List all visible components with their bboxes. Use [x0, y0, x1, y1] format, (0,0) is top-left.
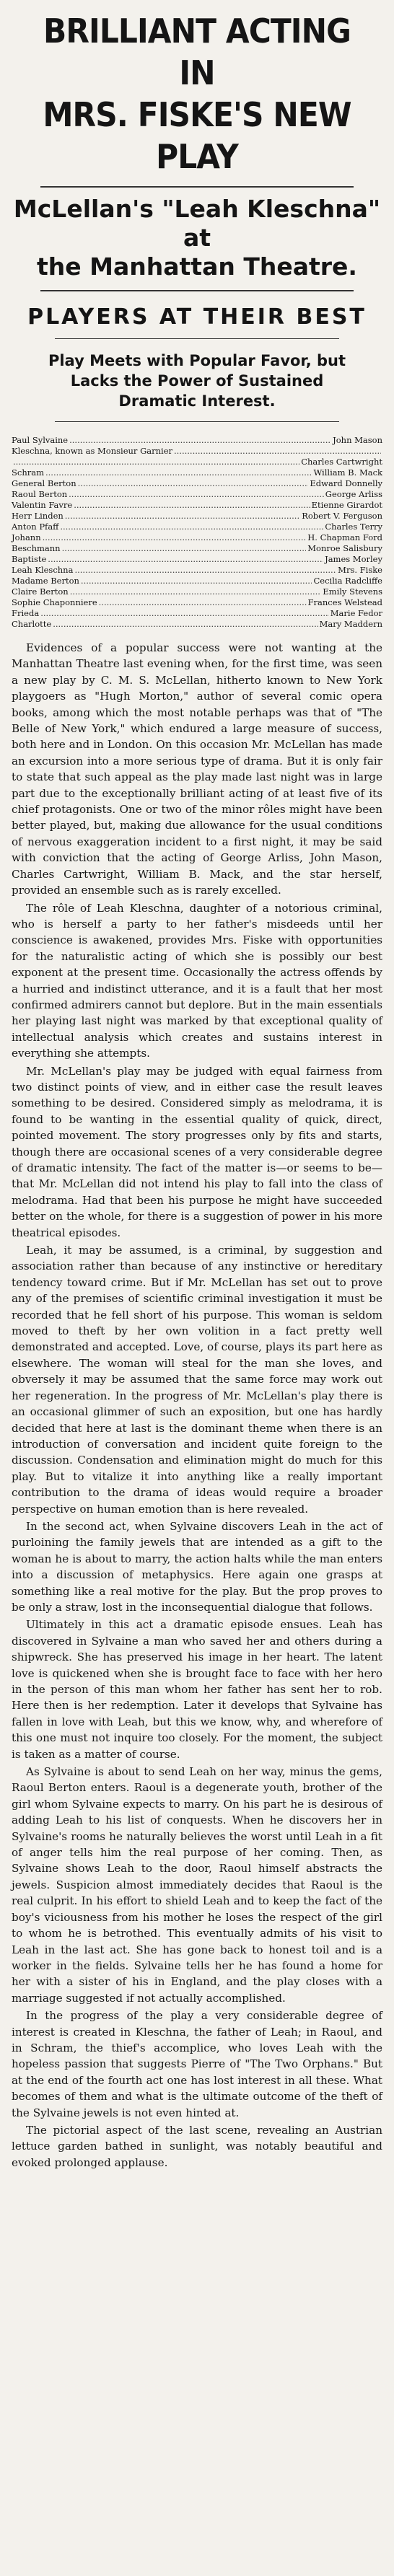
- cast-role: Sophie Chaponniere: [12, 597, 97, 607]
- cast-row: [12, 500, 382, 511]
- leader-dots: [78, 478, 309, 489]
- cast-role: General Berton: [12, 478, 76, 488]
- article-paragraph: Ultimately in this act a dramatic episode ensues. Leah has discovered in Sylvaine a man who saved her and others during a shipwreck. She has preserved his image in her heart. The latent love is quickened when she is brought face to face with her hero in the person of this man whom her father has sent her to rob. Here then is her redemption. Later it develops that Sylvaine has fallen in love with Leah, but this we know, why, and wherefore of this one must not inquire too closely. For the moment, the subject is taken as a matter of course.: [12, 1618, 382, 1761]
- subheadline: [12, 195, 382, 281]
- cast-role: Raoul Berton: [12, 489, 68, 499]
- leader-dots: [65, 511, 300, 522]
- article-paragraph: As Sylvaine is about to send Leah on her way, minus the gems, Raoul Berton enters. Raoul is a degenerate youth, brother of the girl whom Sylvaine expects to marry. On his part he is desirous of adding Leah to his list of conquests. When he discovers her in Sylvaine's rooms he naturally believes the worst until Leah in a fit of anger tells him the real purpose of her coming. Then, as Sylvaine shows Leah to the door, Raoul himself abstracts the jewels. Suspicion almost immediately decides that Raoul is the real culprit. In his effort to shield Leah and to keep the fact of the boy's viciousness from his mother he loses the respect of the girl to whom he is betrothed. This eventually admits of his visit to Leah in the last act. She has gone back to honest toil and is a worker in the fields. Sylvaine tells her he has found a home for her with a sister of his in England, and the play closes with a marriage suggested if not actually accomplished.: [12, 1765, 382, 2005]
- cast-actor: Etienne Girardot: [311, 500, 382, 510]
- cast-actor: Robert V. Ferguson: [302, 511, 382, 521]
- cast-row: [12, 511, 382, 522]
- leader-dots: [174, 446, 381, 457]
- leader-dots: [81, 576, 312, 586]
- deck-summary-line-2: Lacks the Power of Sustained: [70, 372, 324, 390]
- subheadline-line-2: the Manhattan Theatre.: [37, 252, 357, 281]
- cast-row: [12, 565, 382, 576]
- cast-actor: John Mason: [333, 435, 382, 445]
- cast-row: [12, 522, 382, 532]
- cast-actor: George Arliss: [325, 489, 382, 499]
- cast-role: Johann: [12, 532, 41, 542]
- cast-row: [12, 597, 382, 608]
- headline-line-2: MRS. FISKE'S NEW PLAY: [43, 95, 351, 176]
- cast-actor: Charles Cartwright: [301, 457, 382, 467]
- article-paragraph: Leah, it may be assumed, is a criminal, by suggestion and association rather than because of any instinctive or hereditary tendency toward crime. But if Mr. McLellan has set out to prove any of the premises of scientific criminal investigation it must be recorded that he fell short of his purpose. This woman is seldom moved to theft by her own volition in a fact pretty well demonstrated and accepted. Love, of course, plays its part here as elsewhere. The woman will steal for the man she loves, and obversely it may be assumed that the same force may work out her regeneration. In the progress of Mr. McLellan's play there is an occasional glimmer of such an exposition, but one has hardly decided that here at last is the dominant theme when there is an introduction of conversation and incident quite foreign to the discussion. Condensation and elimination might do much for this play. But to vitalize it into anything like a really important contribution to the drama of ideas would require a broader perspective on human emotion than is here revealed.: [12, 1244, 382, 1516]
- cast-actor: William B. Mack: [313, 467, 382, 478]
- cast-role: Herr Linden: [12, 511, 64, 521]
- leader-dots: [70, 586, 322, 597]
- cast-role: Baptiste: [12, 554, 47, 564]
- cast-row: [12, 467, 382, 478]
- cast-actor: James Morley: [325, 554, 382, 564]
- leader-dots: [48, 554, 323, 565]
- cast-row: [12, 586, 382, 597]
- cast-actor: Monroe Salisbury: [307, 543, 382, 553]
- leader-dots: [45, 467, 312, 478]
- cast-role: Beschmann: [12, 543, 61, 553]
- cast-list: [12, 435, 382, 630]
- leader-dots: [13, 457, 299, 467]
- cast-row: [12, 478, 382, 489]
- cast-role: Kleschna, known as Monsieur Garnier: [12, 446, 172, 456]
- cast-role: Valentin Favre: [12, 500, 73, 510]
- deck-summary: [26, 351, 368, 411]
- leader-dots: [53, 619, 318, 630]
- cast-role: Paul Sylvaine: [12, 435, 69, 445]
- cast-role: Madame Berton: [12, 576, 79, 586]
- deck-summary-line-1: Play Meets with Popular Favor, but: [48, 352, 346, 369]
- leader-dots: [74, 500, 310, 511]
- headline: [27, 10, 368, 177]
- leader-dots: [69, 435, 331, 446]
- article-paragraph: In the second act, when Sylvaine discovers Leah in the act of purloining the family jewels that are intended as a gift to the woman he is about to marry, the action halts while the man enters into a discussion of metaphysics. Here again one grasps at something like a real motive for the play. But the prop proves to be only a straw, lost in the inconsequential dialogue that follows.: [12, 1519, 382, 1614]
- cast-row: [12, 608, 382, 619]
- subheadline-line-1: McLellan's "Leah Kleschna" at: [13, 195, 381, 252]
- leader-dots: [40, 608, 329, 619]
- cast-role: Schram: [12, 467, 44, 478]
- leader-dots: [69, 489, 324, 500]
- leader-dots: [60, 522, 323, 532]
- cast-row: [12, 435, 382, 446]
- cast-actor: Cecilia Radcliffe: [313, 576, 382, 586]
- leader-dots: [62, 543, 307, 554]
- cast-actor: H. Chapman Ford: [307, 532, 382, 542]
- cast-actor: Frances Welstead: [307, 597, 382, 607]
- article-body: [12, 640, 382, 2171]
- article-paragraph: In the progress of the play a very considerable degree of interest is created in Kleschna, the father of Leah; in Raoul, and in Schram, the thief's accomplice, who loves Leah with the hopeless passion that suggests Pierre of "The Two Orphans." But at the end of the fourth act one has lost interest in all these. What becomes of them and what is the ultimate outcome of the theft of the Sylvaine jewels is not even hinted at.: [12, 2009, 382, 2119]
- cast-row: [12, 532, 382, 543]
- divider: [40, 186, 354, 188]
- cast-row: [12, 543, 382, 554]
- cast-row: [12, 554, 382, 565]
- leader-dots: [74, 565, 336, 576]
- leader-dots: [43, 532, 307, 543]
- deck-summary-line-3: Dramatic Interest.: [118, 392, 276, 410]
- article-paragraph: The pictorial aspect of the last scene, revealing an Austrian lettuce garden bathed in sunlight, was notably beautiful and evoked prolonged applause.: [12, 2123, 382, 2169]
- cast-row: [12, 619, 382, 630]
- cast-actor: Emily Stevens: [323, 586, 382, 597]
- cast-role: Claire Berton: [12, 586, 69, 597]
- headline-line-1: BRILLIANT ACTING IN: [43, 12, 351, 92]
- divider: [40, 290, 354, 291]
- article-paragraph: Evidences of a popular success were not wanting at the Manhattan Theatre last evening when, for the first time, was seen a new play by C. M. S. McLellan, hitherto known to New York playgoers as "Hugh Morton," author of several comic opera books, among which the most notable perhaps was that of "The Belle of New York," which endured a large measure of success, both here and in London. On this occasion Mr. McLellan has made an excursion into a more serious type of drama. But it is only fair to state that such appeal as the play made last night was in large part due to the exceptionally brilliant acting of at least five of its chief protagonists. One or two of the minor rôles might have been better played, but, making due allowance for the usual conditions of nervous exaggeration incident to a first night, it may be said with conviction that the acting of George Arliss, John Mason, Charles Cartwright, William B. Mack, and the star herself, provided an ensemble such as is rarely excelled.: [12, 641, 382, 897]
- cast-actor: Mrs. Fiske: [338, 565, 382, 575]
- divider: [55, 421, 339, 422]
- article-paragraph: The rôle of Leah Kleschna, daughter of a notorious criminal, who is herself a party to her father's misdeeds until her conscience is awakened, provides Mrs. Fiske with opportunities for the naturalistic acting of which she is possibly our best exponent at the present time. Occasionally the actress offends by a hurried and indistinct utterance, and it is a fault that her most confirmed admirers cannot but deplore. But in the main essentials her playing last night was marked by that exceptional quality of intellectual analysis which creates and sustains interest in everything she attempts.: [12, 901, 382, 1060]
- cast-role: Frieda: [12, 608, 40, 618]
- cast-row: [12, 457, 382, 467]
- cast-row: [12, 489, 382, 500]
- cast-row: [12, 576, 382, 586]
- leader-dots: [99, 597, 307, 608]
- cast-role: Leah Kleschna: [12, 565, 74, 575]
- cast-row: [12, 446, 382, 457]
- cast-actor: Marie Fedor: [330, 608, 382, 618]
- cast-actor: Mary Maddern: [319, 619, 382, 629]
- cast-role: Anton Pfaff: [12, 522, 59, 532]
- cast-role: Charlotte: [12, 619, 52, 629]
- article-paragraph: Mr. McLellan's play may be judged with equal fairness from two distinct points of view, and in either case the result leaves something to be desired. Considered simply as melodrama, it is found to be wanting in the essential quality of quick, direct, pointed movement. The story progresses only by fits and starts, though there are occasional scenes of a very considerable degree of dramatic intensity. The fact of the matter is—or seems to be—that Mr. McLellan did not intend his play to fall into the class of melodrama. Had that been his purpose he might have succeeded better on the whole, for there is a suggestion of power in his more theatrical episodes.: [12, 1064, 382, 1239]
- cast-actor: Edward Donnelly: [310, 478, 382, 488]
- divider: [55, 338, 339, 339]
- section-heading: PLAYERS AT THEIR BEST: [27, 304, 367, 330]
- cast-actor: Charles Terry: [325, 522, 382, 532]
